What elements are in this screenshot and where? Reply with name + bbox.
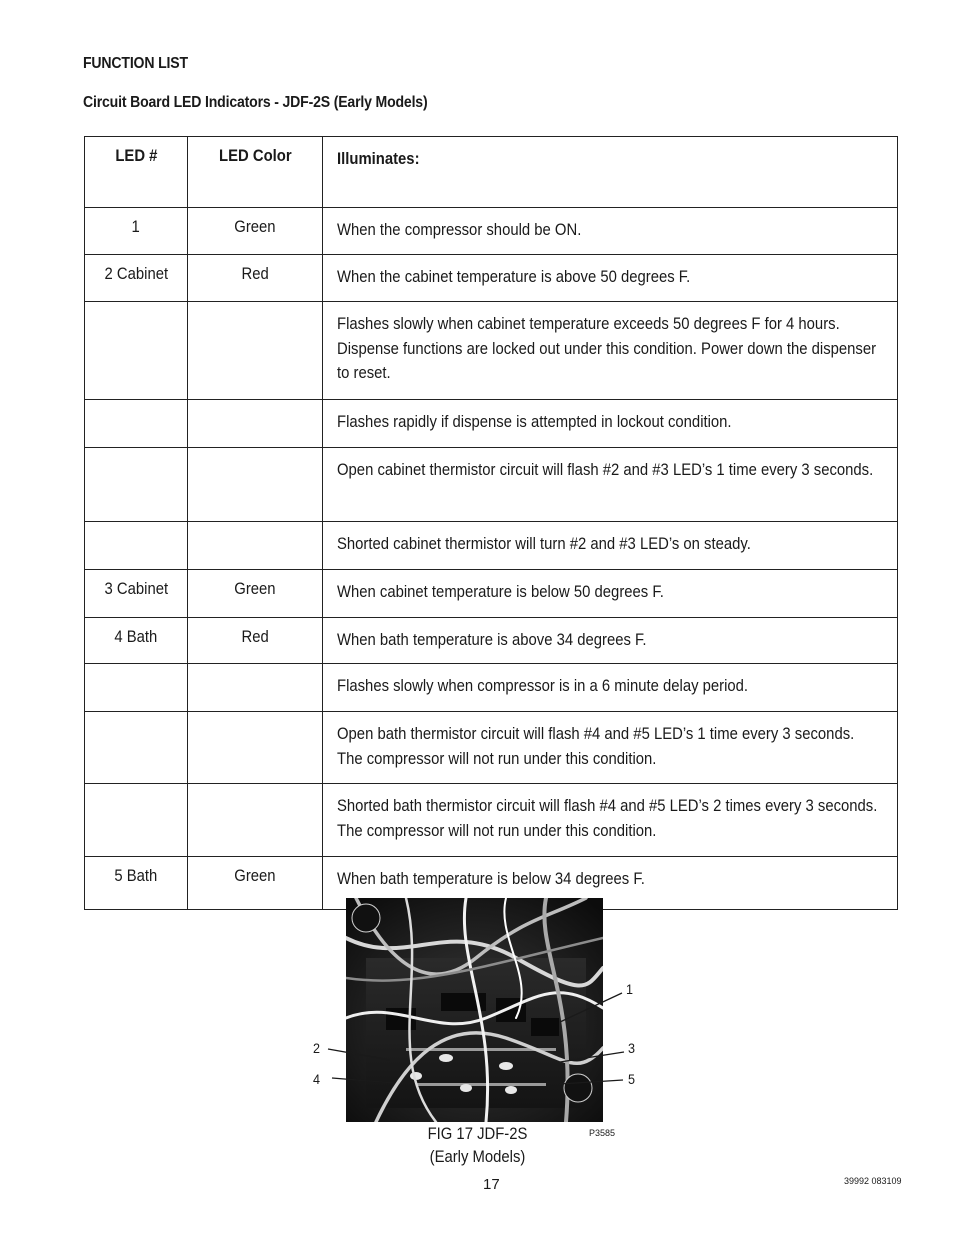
led-number-cell: 3 Cabinet — [85, 570, 188, 618]
led-color-cell — [188, 664, 323, 712]
led-color-cell — [188, 302, 323, 400]
led-number-cell — [85, 400, 188, 448]
page-number: 17 — [483, 1176, 500, 1193]
callout-label-3: 3 — [628, 1040, 636, 1056]
illuminates-cell: Flashes rapidly if dispense is attempted in lockout condition. — [323, 400, 898, 448]
table-row — [85, 522, 898, 570]
led-number-cell — [85, 712, 188, 784]
led-color-cell — [188, 448, 323, 522]
illuminates-cell: When bath temperature is below 34 degrees F. — [323, 857, 898, 910]
led-color-cell: Red — [188, 255, 323, 302]
header-illuminates: Illuminates: — [323, 137, 898, 208]
table-row — [85, 570, 898, 618]
table-row — [85, 712, 898, 784]
led-color-cell: Green — [188, 857, 323, 910]
illuminates-cell: When the cabinet temperature is above 50 degrees F. — [323, 255, 898, 302]
illuminates-cell: Flashes slowly when cabinet temperature exceeds 50 degrees F for 4 hours. Dispense functions are locked out under this condition. Power down the dispenser to reset. — [323, 302, 898, 400]
led-color-cell: Green — [188, 208, 323, 255]
table-row — [85, 302, 898, 400]
led-number-cell: 5 Bath — [85, 857, 188, 910]
callout-label-1: 1 — [626, 981, 634, 997]
led-number-cell — [85, 664, 188, 712]
photo-reference: P3585 — [589, 1128, 616, 1138]
circuit-board-photo — [346, 898, 603, 1122]
figure-caption-line-1: FIG 17 JDF-2S — [427, 1125, 528, 1143]
led-indicator-table — [84, 136, 898, 910]
table-row — [85, 400, 898, 448]
table-row — [85, 618, 898, 664]
figure-caption-line-2: (Early Models) — [429, 1148, 526, 1166]
header-led-color: LED Color — [188, 137, 323, 208]
table-row — [85, 784, 898, 857]
document-code: 39992 083109 — [844, 1176, 902, 1186]
illuminates-cell: Open cabinet thermistor circuit will flash #2 and #3 LED’s 1 time every 3 seconds. — [323, 448, 898, 522]
led-color-cell — [188, 784, 323, 857]
illuminates-cell: When cabinet temperature is below 50 degrees F. — [323, 570, 898, 618]
led-number-cell — [85, 784, 188, 857]
table-row — [85, 208, 898, 255]
illuminates-cell: Shorted cabinet thermistor will turn #2 and #3 LED’s on steady. — [323, 522, 898, 570]
callout-label-5: 5 — [628, 1071, 636, 1087]
led-number-cell — [85, 448, 188, 522]
callout-label-4: 4 — [313, 1071, 321, 1087]
led-number-cell: 1 — [85, 208, 188, 255]
illuminates-cell: When bath temperature is above 34 degrees F. — [323, 618, 898, 664]
table-row — [85, 664, 898, 712]
led-number-cell: 4 Bath — [85, 618, 188, 664]
header-led-number: LED # — [85, 137, 188, 208]
led-number-cell: 2 Cabinet — [85, 255, 188, 302]
callout-label-2: 2 — [313, 1040, 321, 1056]
figure-caption — [400, 1123, 555, 1169]
illuminates-cell: When the compressor should be ON. — [323, 208, 898, 255]
led-color-cell: Green — [188, 570, 323, 618]
table-row — [85, 448, 898, 522]
table-title: Circuit Board LED Indicators - JDF-2S (Early Models) — [83, 94, 428, 111]
illuminates-cell: Shorted bath thermistor circuit will flash #4 and #5 LED’s 2 times every 3 seconds. The compressor will not run under this condition. — [323, 784, 898, 857]
led-color-cell: Red — [188, 618, 323, 664]
illuminates-cell: Flashes slowly when compressor is in a 6 minute delay period. — [323, 664, 898, 712]
illuminates-cell: Open bath thermistor circuit will flash #4 and #5 LED’s 1 time every 3 seconds. The compressor will not run under this condition. — [323, 712, 898, 784]
table-row — [85, 255, 898, 302]
led-color-cell — [188, 522, 323, 570]
section-heading: FUNCTION LIST — [83, 55, 188, 72]
table-header-row — [85, 137, 898, 208]
led-number-cell — [85, 302, 188, 400]
led-number-cell — [85, 522, 188, 570]
led-color-cell — [188, 400, 323, 448]
led-color-cell — [188, 712, 323, 784]
